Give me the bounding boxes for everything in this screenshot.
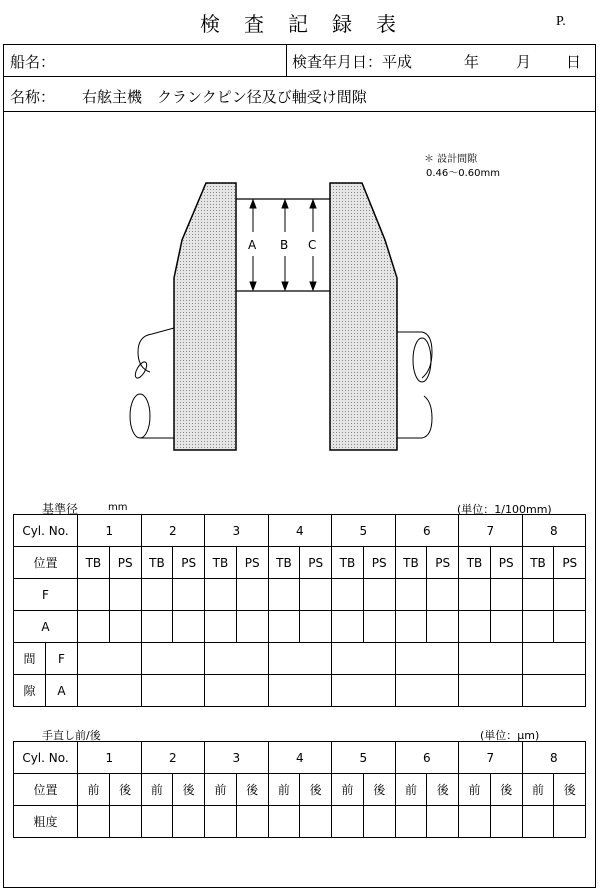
entry-cell[interactable] [268,579,300,611]
entry-cell[interactable] [268,643,332,675]
position-ps: PS [236,547,268,579]
entry-cell[interactable] [268,675,332,707]
entry-cell[interactable] [332,643,396,675]
entry-cell[interactable] [205,643,269,675]
cyl-number: 3 [205,742,269,774]
gap-row-label-f: F [46,643,78,675]
roughness-label: 粗度 [14,806,78,838]
entry-cell[interactable] [395,806,427,838]
item-name-label: 名称： [10,88,56,106]
title-char: 記 [288,12,312,36]
item-name-value: 右舷主機 クランクピン径及び軸受け間隙 [82,88,367,106]
entry-cell[interactable] [205,675,269,707]
table-row [14,806,586,838]
ship-name-label: 船名： [10,53,56,71]
position-before: 前 [459,774,491,806]
entry-cell[interactable] [395,643,459,675]
position-tb: TB [332,547,364,579]
page-number-mark: P. [556,14,566,29]
cyl-number: 8 [522,515,586,547]
position-header: 位置 [14,774,78,806]
month-label: 月 [516,53,532,71]
entry-cell[interactable] [173,806,205,838]
cyl-number: 4 [268,742,332,774]
entry-cell[interactable] [205,611,237,643]
position-tb: TB [522,547,554,579]
position-after: 後 [490,774,522,806]
position-tb: TB [268,547,300,579]
title-char: 検 [200,12,224,36]
entry-cell[interactable] [300,611,332,643]
entry-cell[interactable] [427,579,459,611]
entry-cell[interactable] [109,611,141,643]
before-after-label: 手直し前/後 [42,729,101,742]
position-ps: PS [173,547,205,579]
table2-unit-note: (単位：μm) [480,729,540,742]
inspection-date-label: 検査年月日：平成 [292,53,413,71]
entry-cell[interactable] [522,579,554,611]
entry-cell[interactable] [363,806,395,838]
cyl-number: 6 [395,515,459,547]
position-tb: TB [141,547,173,579]
position-after: 後 [109,774,141,806]
entry-cell[interactable] [141,579,173,611]
entry-cell[interactable] [173,611,205,643]
left-shaft [130,328,174,438]
entry-cell[interactable] [236,806,268,838]
reference-diameter-table [13,514,586,707]
position-ps: PS [300,547,332,579]
right-shaft [397,332,432,438]
position-after: 後 [427,774,459,806]
entry-cell[interactable] [332,806,364,838]
entry-cell[interactable] [141,643,205,675]
entry-cell[interactable] [490,806,522,838]
cyl-number: 5 [332,515,396,547]
cyl-no-header: Cyl. No. [14,742,78,774]
entry-cell[interactable] [395,579,427,611]
position-before: 前 [268,774,300,806]
table-row [14,675,586,707]
entry-cell[interactable] [141,675,205,707]
title-char: 録 [332,12,356,36]
day-label: 日 [566,53,582,71]
position-before: 前 [522,774,554,806]
cyl-number: 6 [395,742,459,774]
entry-cell[interactable] [490,611,522,643]
entry-cell[interactable] [427,611,459,643]
entry-cell[interactable] [173,579,205,611]
gap-label-bottom: 隙 [14,675,46,707]
entry-cell[interactable] [554,579,586,611]
position-after: 後 [236,774,268,806]
entry-cell[interactable] [459,611,491,643]
cyl-number: 2 [141,515,205,547]
entry-cell[interactable] [141,611,173,643]
entry-cell[interactable] [78,675,142,707]
cyl-number: 1 [78,742,142,774]
cyl-number: 7 [459,742,523,774]
position-after: 後 [173,774,205,806]
entry-cell[interactable] [363,579,395,611]
position-ps: PS [427,547,459,579]
position-after: 後 [554,774,586,806]
entry-cell[interactable] [236,579,268,611]
entry-cell[interactable] [363,611,395,643]
table-row [14,611,586,643]
cyl-number: 2 [141,742,205,774]
title-char: 表 [376,12,400,36]
measure-label-b: B [280,238,289,252]
position-tb: TB [205,547,237,579]
entry-cell[interactable] [332,611,364,643]
entry-cell[interactable] [395,611,427,643]
entry-cell[interactable] [205,579,237,611]
entry-cell[interactable] [554,806,586,838]
entry-cell[interactable] [459,643,523,675]
entry-cell[interactable] [459,579,491,611]
entry-cell[interactable] [522,611,554,643]
entry-cell[interactable] [490,579,522,611]
position-before: 前 [141,774,173,806]
entry-cell[interactable] [268,806,300,838]
entry-cell[interactable] [109,806,141,838]
table-row [14,643,586,675]
table-row [14,515,586,547]
cyl-number: 8 [522,742,586,774]
cyl-number: 4 [268,515,332,547]
entry-cell[interactable] [141,806,173,838]
position-after: 後 [300,774,332,806]
gap-label-top: 間 [14,643,46,675]
entry-cell[interactable] [395,675,459,707]
gap-row-label-a: A [46,675,78,707]
entry-cell[interactable] [459,675,523,707]
entry-cell[interactable] [236,611,268,643]
reference-diameter-label: 基準径 [42,502,79,516]
cyl-number: 7 [459,515,523,547]
entry-cell[interactable] [300,579,332,611]
entry-cell[interactable] [268,611,300,643]
right-crank-web [330,183,397,450]
entry-cell[interactable] [427,806,459,838]
title-char: 査 [244,12,268,36]
entry-cell[interactable] [205,806,237,838]
cyl-number: 1 [78,515,142,547]
position-tb: TB [459,547,491,579]
position-header: 位置 [14,547,78,579]
entry-cell[interactable] [522,675,586,707]
table-row [14,547,586,579]
measure-label-a: A [248,238,257,252]
table-row [14,579,586,611]
measure-label-c: C [308,238,317,252]
roughness-table [13,741,586,838]
design-clearance-title: ＊ 設計間隙 [424,154,478,165]
entry-cell[interactable] [300,806,332,838]
entry-cell[interactable] [78,806,110,838]
entry-cell[interactable] [554,611,586,643]
entry-cell[interactable] [522,806,554,838]
table-row [14,774,586,806]
position-before: 前 [332,774,364,806]
position-tb: TB [395,547,427,579]
position-ps: PS [363,547,395,579]
reference-diameter-unit: mm [108,502,128,513]
entry-cell[interactable] [78,611,110,643]
position-ps: PS [109,547,141,579]
cyl-no-header: Cyl. No. [14,515,78,547]
table-row [14,742,586,774]
entry-cell[interactable] [78,643,142,675]
row-label-f: F [14,579,78,611]
position-ps: PS [554,547,586,579]
position-before: 前 [78,774,110,806]
entry-cell[interactable] [78,579,110,611]
design-clearance-value: 0.46～0.60mm [426,168,501,179]
entry-cell[interactable] [522,643,586,675]
entry-cell[interactable] [332,675,396,707]
cyl-number: 3 [205,515,269,547]
entry-cell[interactable] [332,579,364,611]
position-tb: TB [78,547,110,579]
year-label: 年 [464,53,480,71]
position-ps: PS [490,547,522,579]
position-before: 前 [395,774,427,806]
row-label-a: A [14,611,78,643]
cyl-number: 5 [332,742,396,774]
position-before: 前 [205,774,237,806]
entry-cell[interactable] [109,579,141,611]
entry-cell[interactable] [459,806,491,838]
left-crank-web [174,183,236,450]
table1-unit-note: (単位：1/100mm) [457,503,552,516]
position-after: 後 [363,774,395,806]
